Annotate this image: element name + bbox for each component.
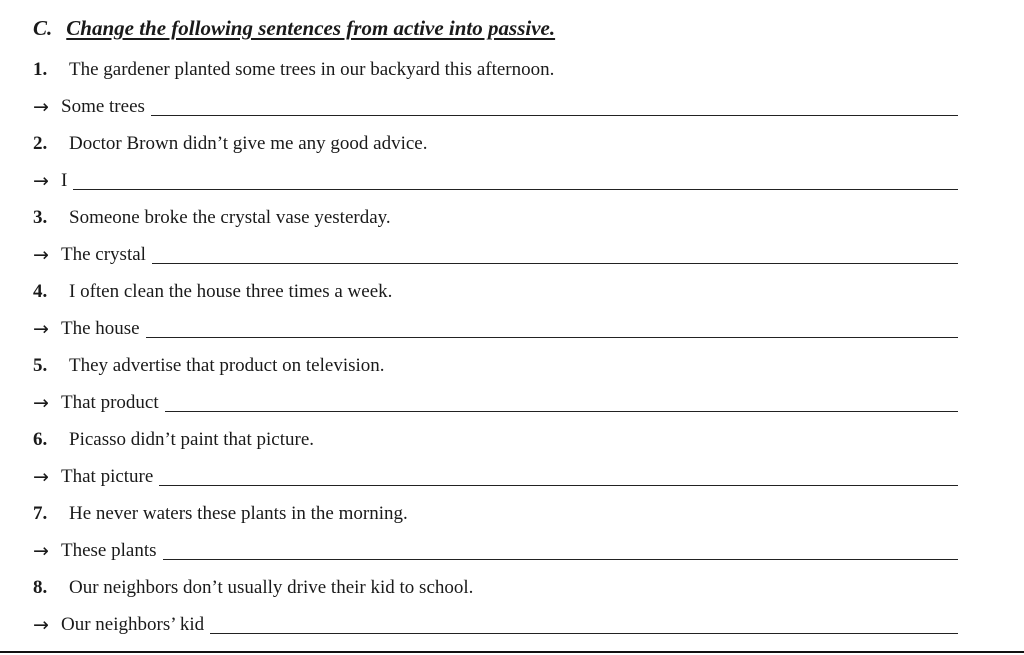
answer-line-2 bbox=[33, 167, 958, 204]
arrow-icon: → bbox=[33, 318, 49, 340]
answer-blank[interactable] bbox=[151, 93, 958, 116]
arrow-icon: → bbox=[33, 392, 49, 414]
question-1 bbox=[33, 56, 958, 93]
answer-line-1 bbox=[33, 93, 958, 130]
bottom-divider bbox=[0, 651, 1024, 653]
question-number: 3. bbox=[33, 207, 48, 228]
question-number: 4. bbox=[33, 281, 48, 302]
question-2 bbox=[33, 130, 958, 167]
question-number: 6. bbox=[33, 429, 48, 450]
answer-blank[interactable] bbox=[163, 537, 958, 560]
answer-blank[interactable] bbox=[146, 315, 958, 338]
answer-line-6 bbox=[33, 463, 958, 500]
exercise-list bbox=[33, 56, 958, 648]
question-7 bbox=[33, 500, 958, 537]
arrow-icon: → bbox=[33, 540, 49, 562]
question-sentence: He never waters these plants in the morning. bbox=[69, 503, 408, 524]
question-3 bbox=[33, 204, 958, 241]
answer-prefix: I bbox=[61, 170, 68, 191]
question-8 bbox=[33, 574, 958, 611]
question-6 bbox=[33, 426, 958, 463]
question-number: 2. bbox=[33, 133, 48, 154]
question-sentence: The gardener planted some trees in our backyard this afternoon. bbox=[69, 59, 555, 80]
answer-prefix: The crystal bbox=[61, 244, 146, 265]
question-number: 7. bbox=[33, 503, 48, 524]
answer-line-8 bbox=[33, 611, 958, 648]
answer-prefix: Our neighbors’ kid bbox=[61, 614, 205, 635]
answer-line-5 bbox=[33, 389, 958, 426]
answer-line-7 bbox=[33, 537, 958, 574]
question-5 bbox=[33, 352, 958, 389]
question-sentence: Picasso didn’t paint that picture. bbox=[69, 429, 315, 450]
question-sentence: Our neighbors don’t usually drive their kid to school. bbox=[69, 577, 474, 598]
arrow-icon: → bbox=[33, 96, 49, 118]
answer-line-4 bbox=[33, 315, 958, 352]
section-letter: C. bbox=[33, 16, 53, 40]
answer-prefix: These plants bbox=[61, 540, 157, 561]
arrow-icon: → bbox=[33, 170, 49, 192]
section-heading bbox=[33, 16, 555, 41]
arrow-icon: → bbox=[33, 466, 49, 488]
arrow-icon: → bbox=[33, 614, 49, 636]
question-number: 1. bbox=[33, 59, 48, 80]
answer-prefix: The house bbox=[61, 318, 140, 339]
answer-line-3 bbox=[33, 241, 958, 278]
answer-prefix: That picture bbox=[61, 466, 154, 487]
question-number: 8. bbox=[33, 577, 48, 598]
question-number: 5. bbox=[33, 355, 48, 376]
answer-blank[interactable] bbox=[210, 611, 958, 634]
section-instruction: Change the following sentences from active into passive. bbox=[66, 16, 556, 40]
question-sentence: Doctor Brown didn’t give me any good advice. bbox=[69, 133, 428, 154]
question-sentence: Someone broke the crystal vase yesterday. bbox=[69, 207, 391, 228]
question-4 bbox=[33, 278, 958, 315]
answer-blank[interactable] bbox=[73, 167, 958, 190]
question-sentence: They advertise that product on television. bbox=[69, 355, 385, 376]
question-sentence: I often clean the house three times a week. bbox=[69, 281, 393, 302]
arrow-icon: → bbox=[33, 244, 49, 266]
answer-blank[interactable] bbox=[159, 463, 958, 486]
answer-prefix: Some trees bbox=[61, 96, 145, 117]
answer-prefix: That product bbox=[61, 392, 159, 413]
answer-blank[interactable] bbox=[165, 389, 958, 412]
answer-blank[interactable] bbox=[152, 241, 958, 264]
